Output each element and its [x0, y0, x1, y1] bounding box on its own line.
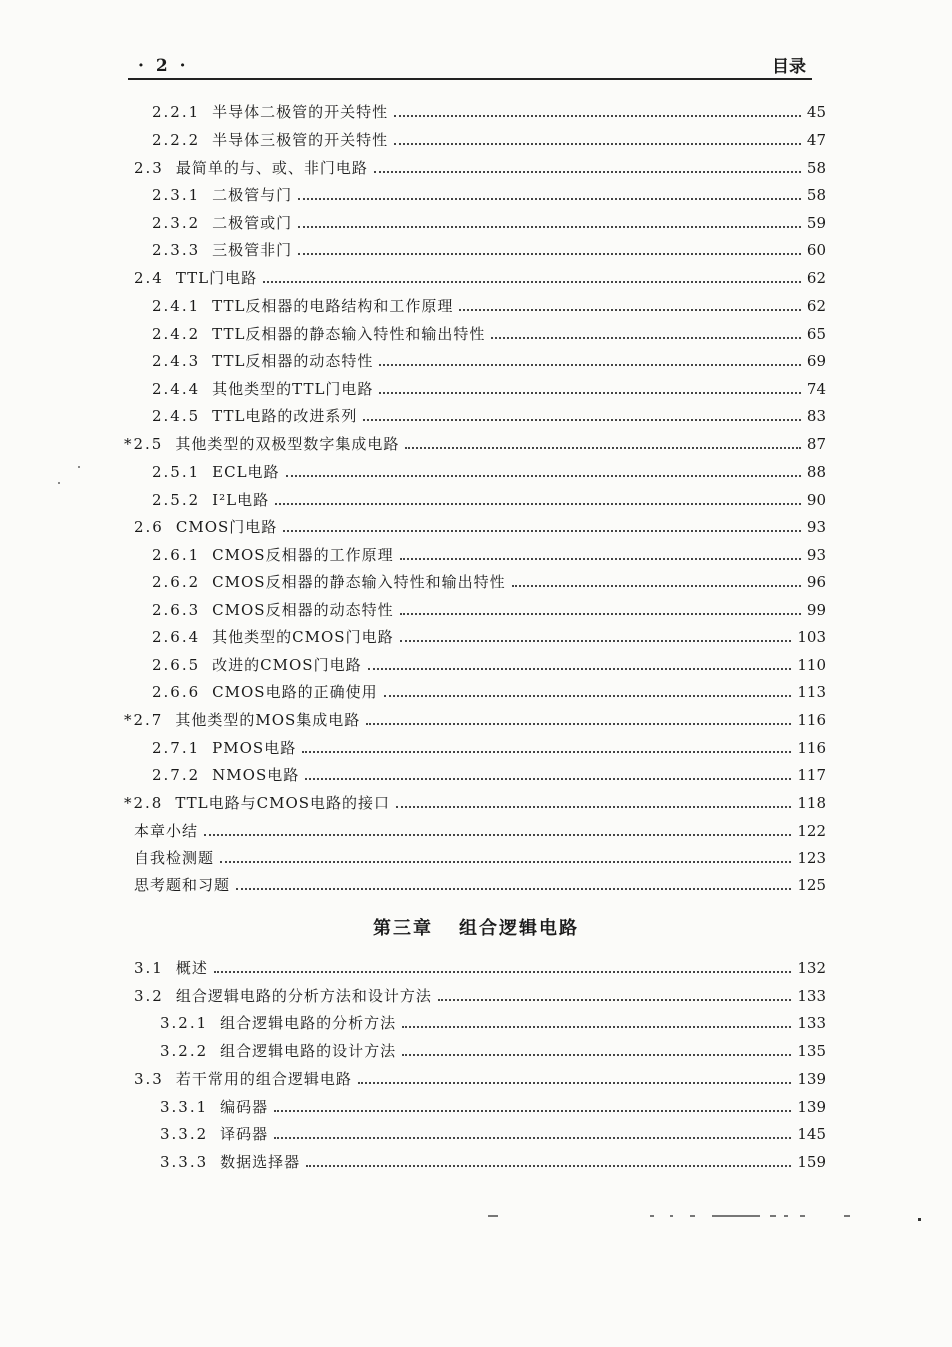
toc-entry-number: 2.4.3 — [152, 352, 201, 370]
toc-entry-number: 2.2.2 — [152, 131, 201, 149]
toc-entry-number: 2.4.5 — [152, 407, 201, 425]
dot-leader — [491, 329, 800, 339]
dot-leader — [384, 687, 792, 697]
toc-entry — [160, 1123, 826, 1145]
dot-leader — [358, 1074, 791, 1084]
dot-leader — [306, 1157, 791, 1167]
dot-leader — [274, 1129, 791, 1139]
toc-entry-page: 133 — [797, 987, 826, 1005]
toc-entry-title: NMOS电路 — [212, 766, 300, 784]
toc-entry-title: 二极管与门 — [212, 186, 293, 204]
dot-leader — [400, 605, 801, 615]
toc-entry-page: 116 — [797, 711, 826, 729]
dot-leader — [374, 163, 801, 173]
toc-entry-title: 译码器 — [220, 1125, 269, 1143]
dot-leader — [302, 743, 791, 753]
toc-entry-number: 2.4 — [134, 269, 164, 287]
toc-entry-number: 2.5.2 — [152, 491, 201, 509]
toc-entry-title: 自我检测题 — [134, 849, 215, 867]
dot-leader — [400, 632, 792, 642]
dot-leader — [214, 963, 791, 973]
toc-entry — [152, 737, 826, 759]
toc-entry — [152, 489, 826, 511]
toc-entry-title: CMOS门电路 — [175, 518, 278, 536]
toc-entry — [160, 1096, 826, 1118]
toc-entry-page: 65 — [806, 325, 826, 343]
toc-entry-page: 58 — [806, 186, 826, 204]
toc-entry-title: TTL电路的改进系列 — [212, 407, 358, 425]
dot-leader — [396, 798, 791, 808]
toc-entry — [152, 184, 826, 206]
toc-entry-page: 74 — [806, 380, 826, 398]
toc-entry-page: 122 — [797, 822, 826, 840]
dot-leader — [204, 826, 791, 836]
dot-leader — [286, 467, 801, 477]
toc-entry-page: 90 — [806, 491, 826, 509]
chapter-heading — [0, 914, 952, 940]
toc-entry-number: 2.6 — [134, 518, 164, 536]
toc-entry-number: 2.6.6 — [152, 683, 201, 701]
toc-entry-number: *2.7 — [124, 711, 164, 729]
toc-entry — [134, 820, 826, 842]
dot-leader — [368, 660, 792, 670]
toc-entry-title: PMOS电路 — [212, 739, 297, 757]
toc-entry-page: 103 — [797, 628, 826, 646]
toc-entry-title: ECL电路 — [212, 463, 280, 481]
header-rule — [128, 78, 812, 80]
toc-entry-number: *2.5 — [124, 435, 164, 453]
toc-entry — [124, 792, 826, 814]
scan-speck — [918, 1218, 921, 1221]
dot-leader — [283, 522, 801, 532]
toc-entry-title: TTL反相器的动态特性 — [212, 352, 374, 370]
toc-entry-page: 123 — [797, 849, 826, 867]
toc-entry-number: 2.7.2 — [152, 766, 201, 784]
toc-entry-title: TTL反相器的电路结构和工作原理 — [212, 297, 454, 315]
dot-leader — [438, 991, 791, 1001]
toc-entry — [152, 764, 826, 786]
toc-entry-number: 2.3.1 — [152, 186, 201, 204]
dot-leader — [298, 190, 801, 200]
toc-entry — [152, 129, 826, 151]
toc-entry-page: 62 — [806, 269, 826, 287]
toc-entry-page: 62 — [806, 297, 826, 315]
toc-entry-page: 88 — [806, 463, 826, 481]
dot-leader — [305, 770, 791, 780]
toc-entry — [134, 267, 826, 289]
toc-entry-page: 110 — [797, 656, 826, 674]
toc-entry-title: CMOS反相器的静态输入特性和输出特性 — [212, 573, 506, 591]
toc-entry — [134, 847, 826, 869]
chapter-title: 组合逻辑电路 — [459, 918, 579, 939]
toc-entry-title: TTL反相器的静态输入特性和输出特性 — [212, 325, 486, 343]
toc-entry-title: 本章小结 — [134, 822, 199, 840]
dot-leader — [220, 853, 791, 863]
dot-leader — [275, 495, 801, 505]
toc-entry-title: 数据选择器 — [220, 1153, 301, 1171]
toc-entry-number: 2.6.2 — [152, 573, 201, 591]
dot-leader — [363, 411, 800, 421]
toc-entry-number: 3.3.1 — [160, 1098, 209, 1116]
toc-entry-number: 3.3.2 — [160, 1125, 209, 1143]
dot-leader — [274, 1102, 791, 1112]
toc-entry-title: 最简单的与、或、非门电路 — [175, 159, 368, 177]
toc-entry-title: CMOS反相器的工作原理 — [212, 546, 394, 564]
toc-entry — [152, 405, 826, 427]
page-header — [0, 50, 952, 80]
toc-entry-number: 2.6.5 — [152, 656, 201, 674]
toc-entry-page: 58 — [806, 159, 826, 177]
toc-entry-title: CMOS反相器的动态特性 — [212, 601, 394, 619]
toc-entry-page: 113 — [797, 683, 826, 701]
toc-entry-title: TTL门电路 — [175, 269, 258, 287]
toc-entry — [124, 709, 826, 731]
toc-entry-number: 2.4.4 — [152, 380, 201, 398]
toc-entry — [134, 957, 826, 979]
toc-entry-page: 125 — [797, 876, 826, 894]
toc-entry-page: 60 — [806, 241, 826, 259]
toc-entry-number: 2.7.1 — [152, 739, 201, 757]
toc-entry-number: 2.6.3 — [152, 601, 201, 619]
toc-entry — [152, 101, 826, 123]
dot-leader — [459, 301, 800, 311]
toc-entry-page: 93 — [806, 546, 826, 564]
page-number: · 2 · — [138, 56, 189, 76]
toc-entry-page: 132 — [797, 959, 826, 977]
toc-entry-title: 组合逻辑电路的分析方法和设计方法 — [175, 987, 432, 1005]
toc-entry — [134, 157, 826, 179]
toc-entry-number: 2.3.2 — [152, 214, 201, 232]
toc-entry-title: I²L电路 — [212, 491, 270, 509]
scan-speck — [58, 482, 60, 484]
toc-entry-title: TTL电路与CMOS电路的接口 — [175, 794, 391, 812]
toc-entry-number: 2.6.4 — [152, 628, 201, 646]
toc-entry-number: 2.5.1 — [152, 463, 201, 481]
dot-leader — [379, 384, 800, 394]
toc-entry-title: 其他类型的MOS集成电路 — [175, 711, 361, 729]
dot-leader — [379, 356, 800, 366]
toc-entry-page: 93 — [806, 518, 826, 536]
toc-entry-number: 3.1 — [134, 959, 164, 977]
toc-entry-number: 3.2.2 — [160, 1042, 209, 1060]
toc-entry-title: 思考题和习题 — [134, 876, 231, 894]
toc-entry — [152, 599, 826, 621]
toc-entry-page: 96 — [806, 573, 826, 591]
toc-entry-page: 99 — [806, 601, 826, 619]
toc-entry-title: 三极管非门 — [212, 241, 293, 259]
toc-entry — [160, 1012, 826, 1034]
scan-speck — [78, 466, 80, 468]
toc-entry-title: 其他类型的CMOS门电路 — [212, 628, 394, 646]
toc-entry-page: 133 — [797, 1014, 826, 1032]
toc-entry-number: 2.4.2 — [152, 325, 201, 343]
toc-entry-page: 87 — [806, 435, 826, 453]
chapter-label: 第三章 — [373, 918, 433, 939]
toc-entry-page: 135 — [797, 1042, 826, 1060]
toc-entry — [124, 433, 826, 455]
toc-entry — [152, 681, 826, 703]
toc-entry-number: *2.8 — [124, 794, 164, 812]
toc-entry-title: 组合逻辑电路的设计方法 — [220, 1042, 397, 1060]
toc-entry-title: 二极管或门 — [212, 214, 293, 232]
toc-entry-number: 2.2.1 — [152, 103, 201, 121]
dot-leader — [405, 439, 801, 449]
toc-entry — [152, 295, 826, 317]
toc-entry-title: 其他类型的TTL门电路 — [212, 380, 374, 398]
toc-entry — [152, 212, 826, 234]
toc-entry — [152, 654, 826, 676]
dot-leader — [298, 218, 801, 228]
toc-entry-page: 116 — [797, 739, 826, 757]
toc-entry — [152, 239, 826, 261]
toc-entry — [134, 516, 826, 538]
toc-entry-page: 139 — [797, 1070, 826, 1088]
toc-entry — [152, 323, 826, 345]
dot-leader — [394, 107, 801, 117]
toc-entry-number: 2.3.3 — [152, 241, 201, 259]
toc-entry-title: 半导体三极管的开关特性 — [212, 131, 389, 149]
dot-leader — [402, 1046, 791, 1056]
toc-entry-number: 2.6.1 — [152, 546, 201, 564]
toc-entry — [152, 378, 826, 400]
toc-entry-page: 159 — [797, 1153, 826, 1171]
toc-entry — [152, 571, 826, 593]
dot-leader — [236, 880, 791, 890]
toc-entry — [134, 1068, 826, 1090]
toc-entry-page: 47 — [806, 131, 826, 149]
toc-entry-title: CMOS电路的正确使用 — [212, 683, 378, 701]
scan-specks — [480, 1215, 930, 1221]
toc-entry — [152, 544, 826, 566]
toc-entry-page: 117 — [797, 766, 826, 784]
toc-entry — [134, 874, 826, 896]
toc-entry-number: 3.2 — [134, 987, 164, 1005]
dot-leader — [366, 715, 791, 725]
toc-entry-title: 半导体二极管的开关特性 — [212, 103, 389, 121]
toc-entry-title: 其他类型的双极型数字集成电路 — [175, 435, 400, 453]
running-title: 目录 — [772, 57, 806, 77]
toc-entry-number: 3.3.3 — [160, 1153, 209, 1171]
toc-entry-page: 139 — [797, 1098, 826, 1116]
toc-entry-title: 改进的CMOS门电路 — [212, 656, 362, 674]
toc-entry — [152, 461, 826, 483]
toc-entry-title: 组合逻辑电路的分析方法 — [220, 1014, 397, 1032]
dot-leader — [263, 273, 801, 283]
toc-entry-page: 69 — [806, 352, 826, 370]
dot-leader — [298, 245, 801, 255]
toc-entry-title: 概述 — [175, 959, 208, 977]
dot-leader — [400, 550, 801, 560]
toc-entry — [160, 1151, 826, 1173]
toc-entry-title: 编码器 — [220, 1098, 269, 1116]
dot-leader — [394, 135, 801, 145]
dot-leader — [512, 577, 801, 587]
toc-entry — [152, 350, 826, 372]
toc-entry-number: 3.2.1 — [160, 1014, 209, 1032]
toc-entry-title: 若干常用的组合逻辑电路 — [175, 1070, 352, 1088]
dot-leader — [402, 1018, 791, 1028]
toc-entry-number: 3.3 — [134, 1070, 164, 1088]
toc-entry-number: 2.3 — [134, 159, 164, 177]
toc-entry-page: 118 — [797, 794, 826, 812]
toc-entry-number: 2.4.1 — [152, 297, 201, 315]
toc-entry — [152, 626, 826, 648]
toc-entry-page: 59 — [806, 214, 826, 232]
toc-entry — [134, 985, 826, 1007]
toc-entry-page: 145 — [797, 1125, 826, 1143]
toc-entry-page: 45 — [806, 103, 826, 121]
toc-entry-page: 83 — [806, 407, 826, 425]
toc-entry — [160, 1040, 826, 1062]
